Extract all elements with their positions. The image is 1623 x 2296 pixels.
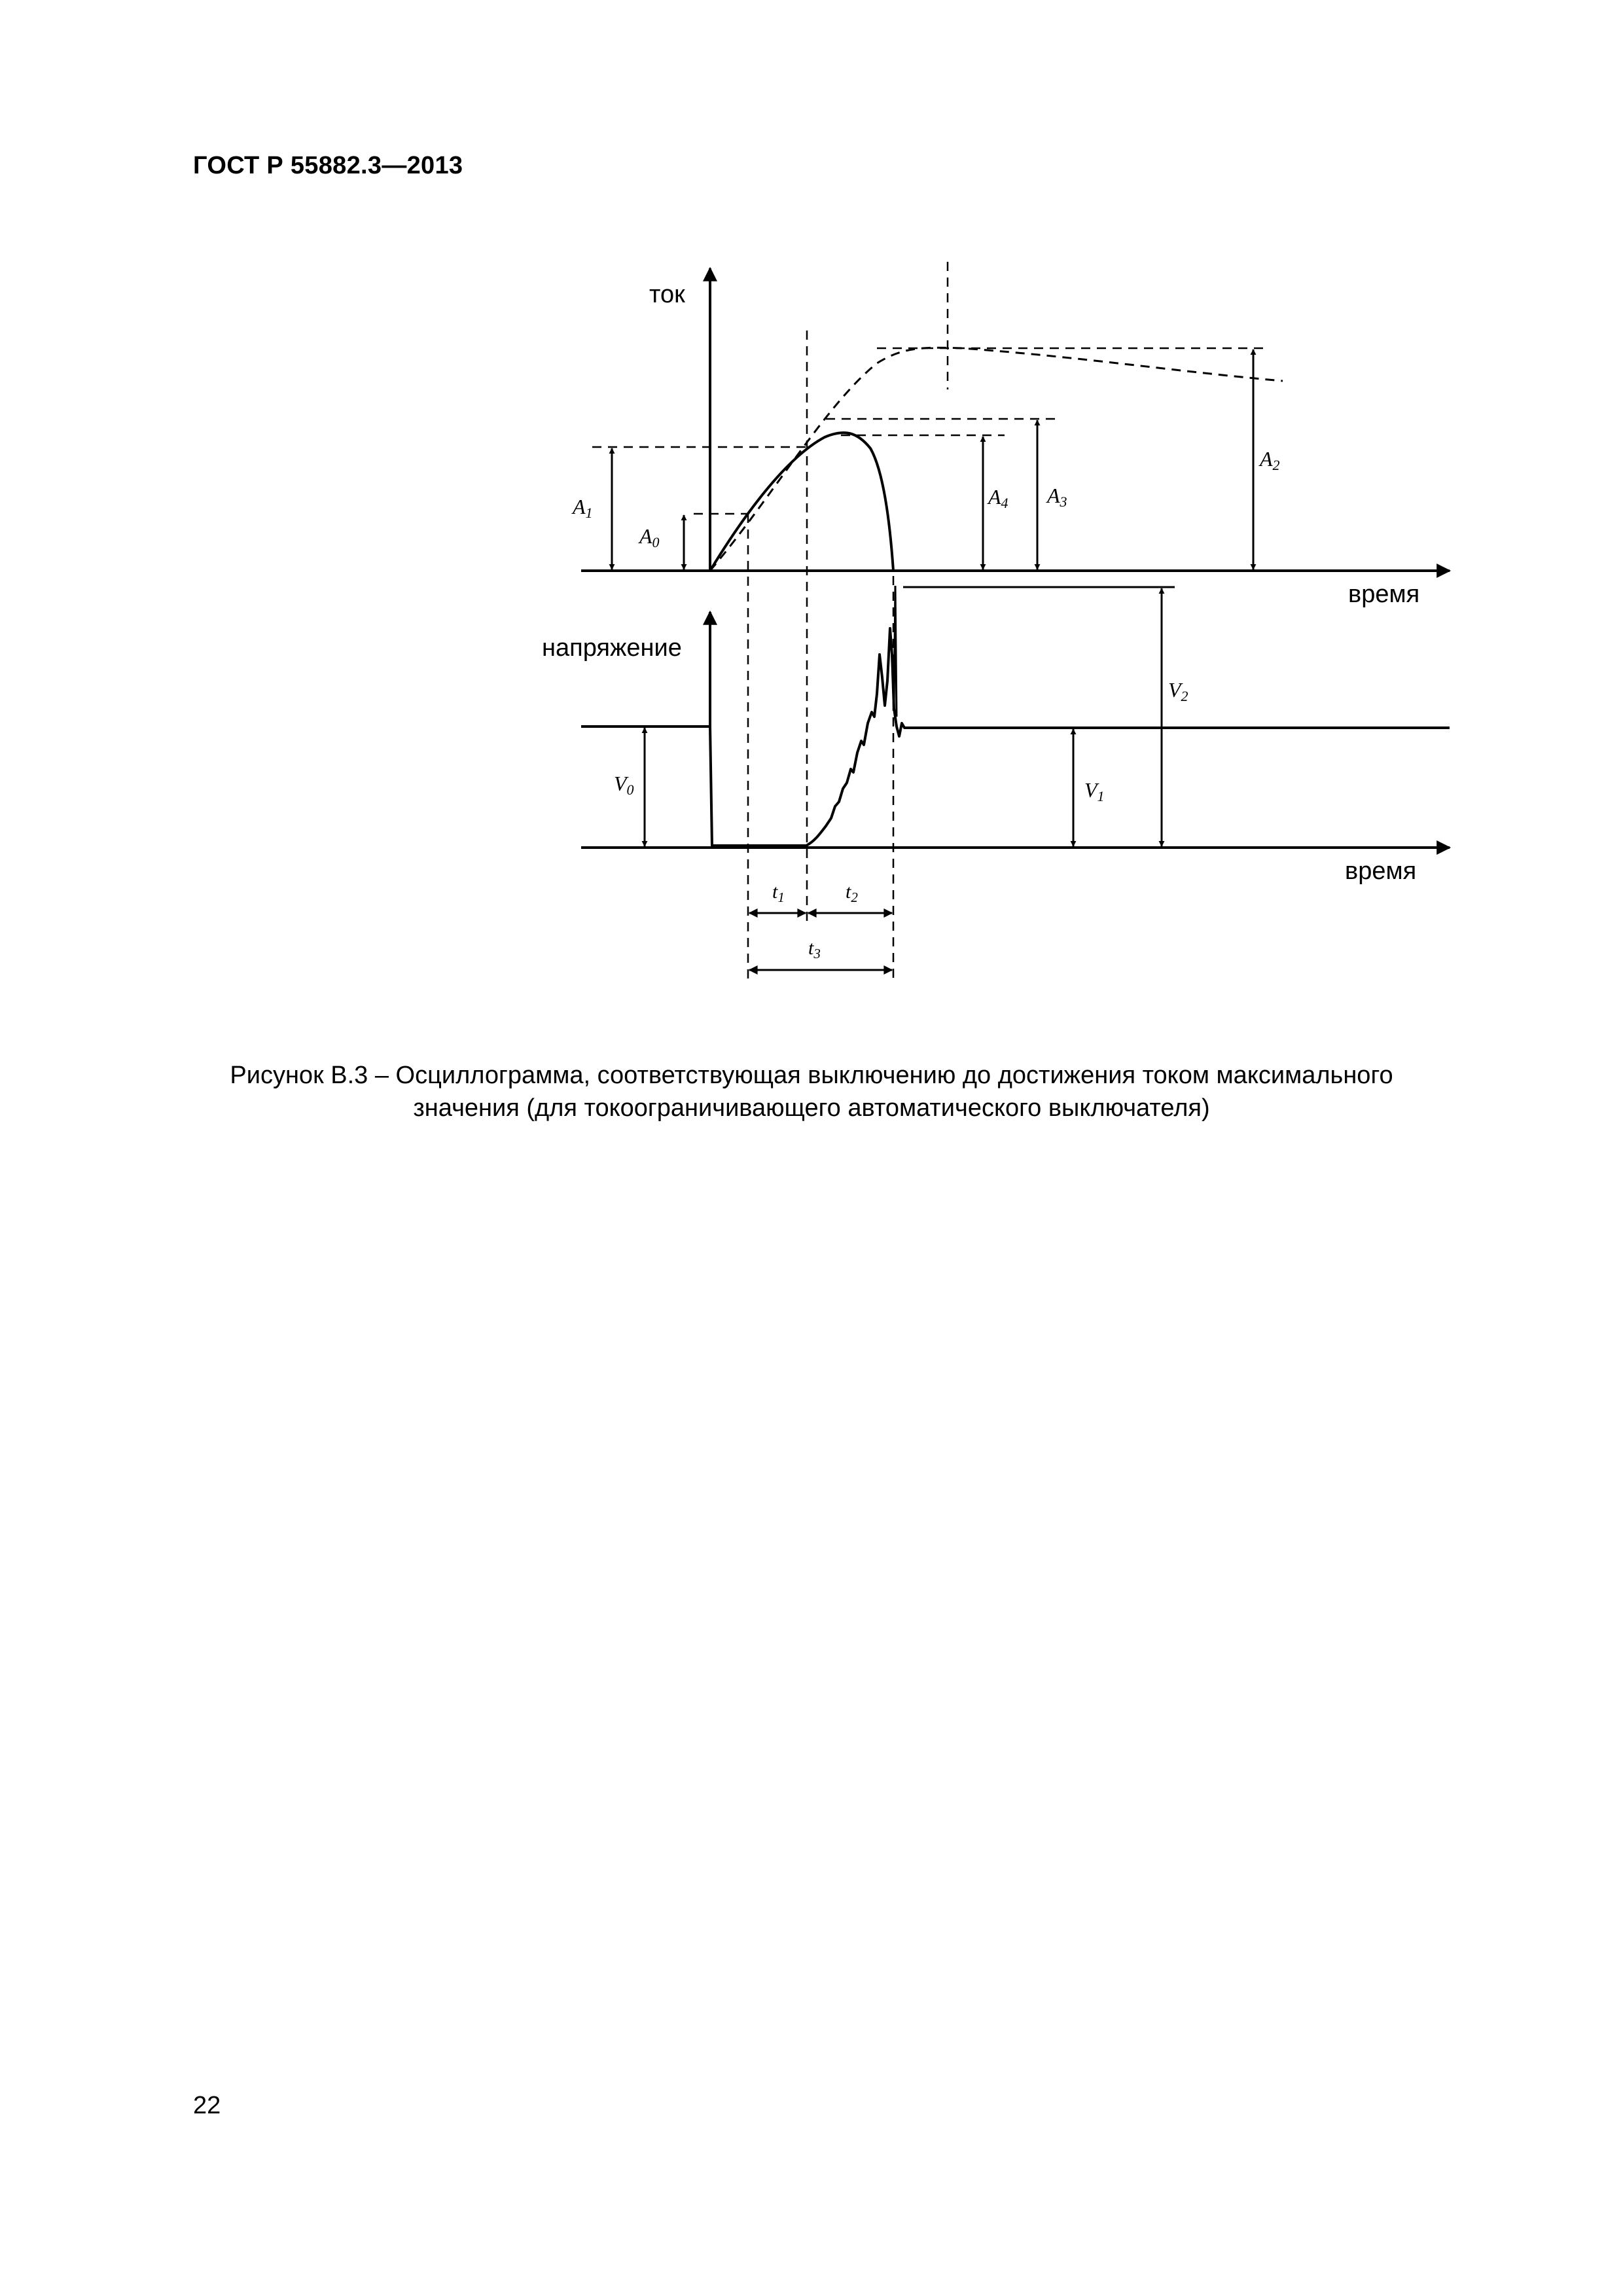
label-a2: A2 — [1260, 447, 1280, 473]
label-a4: A4 — [988, 485, 1008, 511]
voltage-dimension-arrows — [645, 588, 1162, 846]
label-t3: $t_3$ — [808, 937, 821, 961]
figure-caption — [164, 1059, 1459, 1124]
label-a1: A1 — [573, 495, 593, 521]
label-v0: V0 — [614, 772, 634, 798]
vertical-guide-lines — [748, 262, 948, 978]
time-axis-label-lower: время — [1345, 857, 1417, 885]
label-a3: A3 — [1047, 484, 1067, 510]
label-t2: $t_2$ — [846, 881, 858, 905]
current-axis-label: ток — [649, 281, 685, 308]
voltage-waveform — [581, 628, 1450, 846]
document-header: ГОСТ Р 55882.3—2013 — [193, 152, 463, 179]
horizontal-guide-lines — [592, 348, 1266, 514]
time-axis-label-upper: время — [1348, 581, 1420, 608]
oscillogram-figure — [0, 0, 1623, 1021]
voltage-recovery-spike — [894, 586, 897, 717]
time-dimension-arrows — [749, 913, 892, 970]
label-a0: A0 — [639, 524, 660, 550]
label-v1: V1 — [1084, 778, 1105, 804]
page-number: 22 — [193, 2092, 221, 2119]
label-t1: $t_1$ — [772, 881, 785, 905]
caption-line-1: Рисунок В.3 – Осциллограмма, соответствующая выключению до достижения током максимального — [230, 1062, 1393, 1089]
current-dimension-arrows — [612, 350, 1253, 569]
voltage-axis-label: напряжение — [542, 634, 682, 662]
caption-line-2: значения (для токоограничивающего автоматического выключателя) — [413, 1094, 1210, 1122]
label-v2: V2 — [1168, 678, 1188, 704]
let-through-current-curve — [710, 433, 893, 571]
